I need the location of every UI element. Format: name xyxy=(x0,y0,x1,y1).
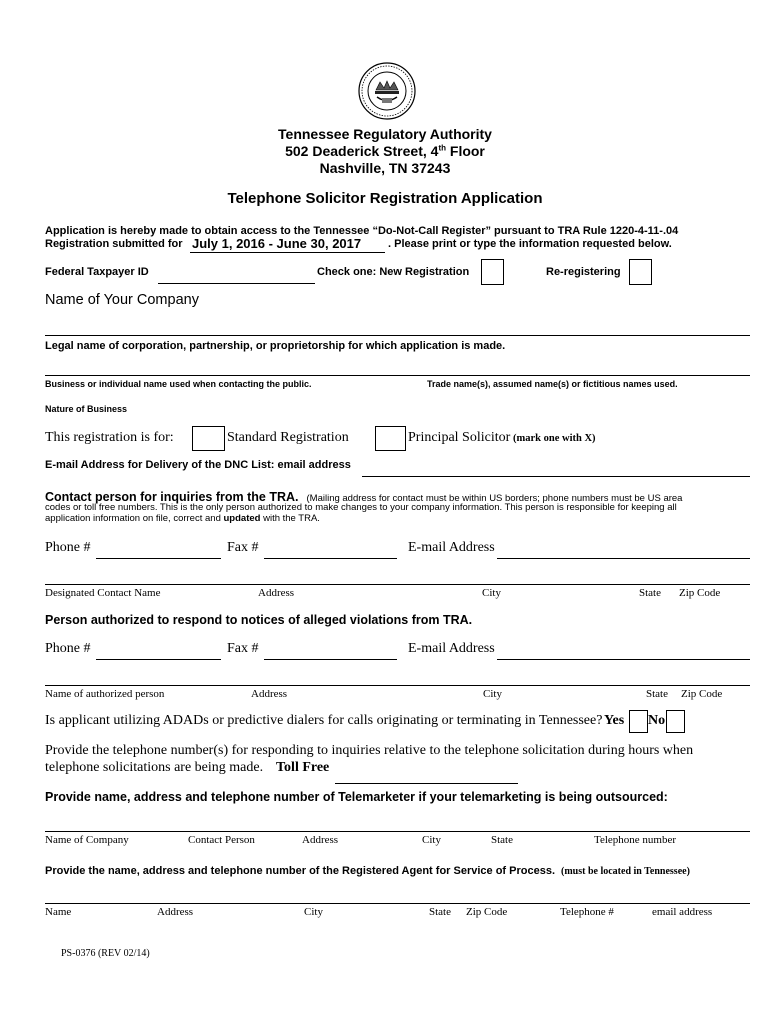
contact-state-col: State xyxy=(639,587,661,599)
toll-line-2: telephone solicitations are being made. xyxy=(45,760,264,775)
reregistering-checkbox[interactable] xyxy=(629,259,652,285)
principal-solicitor-label: Principal Solicitor xyxy=(408,430,511,445)
contact-city-col: City xyxy=(482,587,501,599)
trade-name-label: Trade name(s), assumed name(s) or fictitious names used. xyxy=(427,379,678,389)
seal-graphic xyxy=(358,62,416,120)
form-id: PS-0376 (REV 02/14) xyxy=(61,948,150,959)
period-underline xyxy=(190,252,385,253)
violations-email-input[interactable] xyxy=(497,659,750,660)
agent-col-name: Name xyxy=(45,906,72,918)
telemarketer-col-city: City xyxy=(422,834,441,846)
telemarketer-col-address: Address xyxy=(302,834,339,846)
telemarketer-heading: Provide name, address and telephone number of Telemarketer if your telemarketing is being outsourced: xyxy=(45,790,668,804)
intro-line-2-prefix: Registration submitted for xyxy=(45,238,183,250)
dnc-email-input[interactable] xyxy=(362,476,750,477)
business-name-label: Business or individual name used when contacting the public. xyxy=(45,379,312,389)
contact-address-input[interactable] xyxy=(45,584,750,585)
registration-type-label: This registration is for: xyxy=(45,430,174,445)
toll-free-input[interactable] xyxy=(335,783,518,784)
contact-note-a: (Mailing address for contact must be within US borders; phone numbers must be US area xyxy=(306,493,683,504)
violations-name-col: Name of authorized person xyxy=(45,688,165,700)
agency-name: Tennessee Regulatory Authority xyxy=(278,126,492,142)
principal-solicitor-checkbox[interactable] xyxy=(375,426,406,451)
new-registration-checkbox[interactable] xyxy=(481,259,504,285)
taxpayer-id-label: Federal Taxpayer ID xyxy=(45,266,149,278)
adad-question: Is applicant utilizing ADADs or predictive dialers for calls originating or terminating in Tennessee? xyxy=(45,713,603,728)
agent-col-phone: Telephone # xyxy=(560,906,614,918)
contact-phone-input[interactable] xyxy=(96,558,221,559)
violations-state-col: State xyxy=(646,688,668,700)
toll-line-1: Provide the telephone number(s) for responding to inquiries relative to the telephone solicitation during hours when xyxy=(45,743,694,758)
registration-period: July 1, 2016 - June 30, 2017 xyxy=(192,236,362,251)
reregistering-label: Re-registering xyxy=(546,266,621,278)
violations-fax-input[interactable] xyxy=(264,659,397,660)
agent-heading: Provide the name, address and telephone number of the Registered Agent for Service of Process. xyxy=(45,865,556,877)
check-one-new-registration: Check one: New Registration xyxy=(317,266,470,278)
agency-city: Nashville, TN 37243 xyxy=(319,160,451,176)
agent-heading-line xyxy=(45,861,690,879)
nature-of-business-label: Nature of Business xyxy=(45,404,128,414)
agency-street: 502 Deaderick Street, 4th Floor xyxy=(285,143,485,159)
violations-heading: Person authorized to respond to notices of alleged violations from TRA. xyxy=(45,613,473,627)
telemarketer-input[interactable] xyxy=(45,831,750,832)
standard-registration-checkbox[interactable] xyxy=(192,426,225,451)
adad-no-checkbox[interactable] xyxy=(666,710,685,733)
violations-phone-label: Phone # xyxy=(45,641,91,656)
company-name-field-label: Name of Your Company xyxy=(45,292,199,308)
contact-phone-label: Phone # xyxy=(45,540,91,555)
agent-col-address: Address xyxy=(157,906,194,918)
contact-email-label: E-mail Address xyxy=(408,540,495,555)
violations-email-label: E-mail Address xyxy=(408,641,495,656)
agent-col-zip: Zip Code xyxy=(466,906,508,918)
form-title: Telephone Solicitor Registration Application xyxy=(227,190,543,207)
company-name-input[interactable] xyxy=(45,335,750,336)
adad-yes-label: Yes xyxy=(604,713,625,728)
telemarketer-col-company: Name of Company xyxy=(45,834,129,846)
contact-name-col: Designated Contact Name xyxy=(45,587,161,599)
agent-col-state: State xyxy=(429,906,451,918)
mark-one-note: (mark one with X) xyxy=(513,433,596,444)
violations-address-col: Address xyxy=(251,688,288,700)
adad-yes-checkbox[interactable] xyxy=(629,710,648,733)
contact-zip-col: Zip Code xyxy=(679,587,721,599)
tennessee-seal xyxy=(358,62,416,120)
contact-fax-input[interactable] xyxy=(264,558,397,559)
violations-zip-col: Zip Code xyxy=(681,688,723,700)
contact-heading: Contact person for inquiries from the TRA. xyxy=(45,490,299,504)
contact-address-col: Address xyxy=(258,587,295,599)
violations-address-input[interactable] xyxy=(45,685,750,686)
telemarketer-col-contact: Contact Person xyxy=(188,834,255,846)
intro-line-1: Application is hereby made to obtain access to the Tennessee “Do-Not-Call Register” pursuant to TRA Rule 1220-4-11-.04 xyxy=(45,225,679,237)
business-name-input[interactable] xyxy=(45,375,750,376)
taxpayer-id-input[interactable] xyxy=(158,283,315,284)
contact-note-b: codes or toll free numbers. This is the only person authorized to make changes to your company information. This person is responsible for keeping all xyxy=(45,502,677,513)
adad-no-label: No xyxy=(648,713,666,728)
violations-city-col: City xyxy=(483,688,502,700)
contact-fax-label: Fax # xyxy=(227,540,259,555)
standard-registration-label: Standard Registration xyxy=(227,430,349,445)
agent-col-email: email address xyxy=(652,906,713,918)
agent-note: (must be located in Tennessee) xyxy=(561,866,690,877)
legal-name-label: Legal name of corporation, partnership, or proprietorship for which application is made. xyxy=(45,340,506,352)
violations-fax-label: Fax # xyxy=(227,641,259,656)
contact-note-c: application information on file, correct and updated with the TRA. xyxy=(45,513,320,524)
agent-input[interactable] xyxy=(45,903,750,904)
telemarketer-col-state: State xyxy=(491,834,513,846)
telemarketer-col-phone: Telephone number xyxy=(594,834,677,846)
violations-phone-input[interactable] xyxy=(96,659,221,660)
intro-line-2-suffix: . Please print or type the information requested below. xyxy=(388,238,672,250)
toll-free-label: Toll Free xyxy=(276,760,330,775)
contact-email-input[interactable] xyxy=(497,558,750,559)
dnc-email-label: E-mail Address for Delivery of the DNC List: email address xyxy=(45,459,351,471)
agent-col-city: City xyxy=(304,906,323,918)
